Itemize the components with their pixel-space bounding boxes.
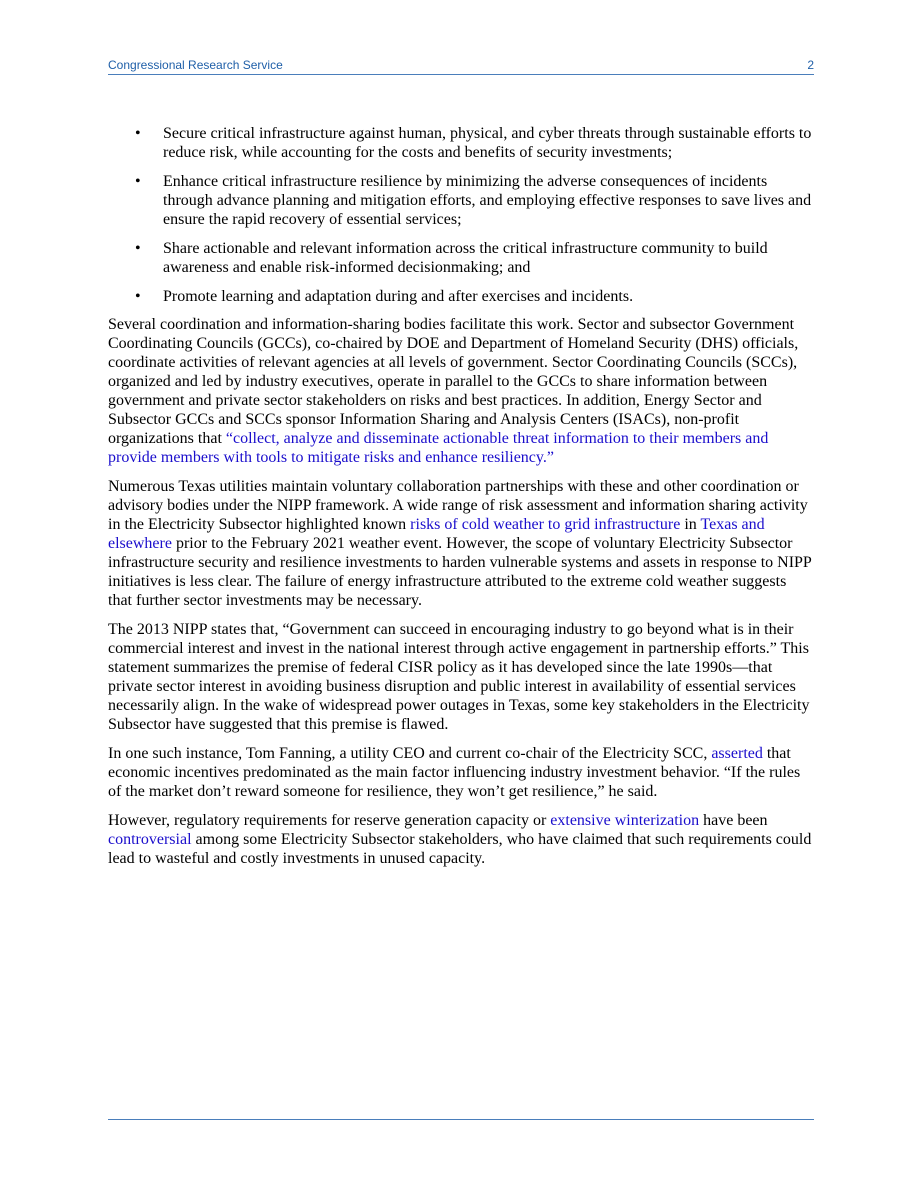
paragraph-text: prior to the February 2021 weather event. However, the scope of voluntary Electricity Subsector infrastructure security and resilience investments to harden vulnerable systems and assets in response to NIPP initiatives is less clear. The failure of energy infrastructure attributed to the extreme cold weather suggests that further sector investments may be necessary. bbox=[108, 535, 812, 609]
paragraph-nipp-2013 bbox=[108, 620, 814, 734]
bullet-text: Share actionable and relevant information across the critical infrastructure community to build awareness and enable risk-informed decisionmaking; and bbox=[163, 240, 768, 276]
page-number: 2 bbox=[807, 58, 814, 72]
bullet-item bbox=[108, 124, 814, 162]
header-divider bbox=[108, 74, 814, 75]
paragraph-text: In one such instance, Tom Fanning, a utility CEO and current co-chair of the Electricity SCC, bbox=[108, 745, 712, 762]
bullet-marker: • bbox=[135, 240, 141, 257]
asserted-link[interactable]: asserted bbox=[711, 745, 763, 762]
extensive-winterization-link[interactable]: extensive winterization bbox=[550, 812, 700, 829]
paragraph-text: Several coordination and information-sharing bodies facilitate this work. Sector and subsector Government Coordinating Councils (GCCs), co-chaired by DOE and Department of Homeland Security (DHS) officials, coordinate activities of relevant agencies at all levels of government. Sector Coordinating Councils (SCCs), organized and led by industry executives, operate in parallel to the GCCs to share information between government and private sector stakeholders on risks and best practices. In addition, Energy Sector and Subsector GCCs and SCCs sponsor Information Sharing and Analysis Centers (ISACs), non-profit organizations that bbox=[108, 316, 799, 447]
page-header bbox=[108, 58, 814, 74]
publisher-name: Congressional Research Service bbox=[108, 58, 283, 72]
footer-divider bbox=[108, 1119, 814, 1120]
controversial-link[interactable]: controversial bbox=[108, 831, 192, 848]
bullet-item bbox=[108, 287, 814, 306]
paragraph-coordination-bodies bbox=[108, 315, 814, 467]
paragraph-text: have been bbox=[699, 812, 768, 829]
bullet-marker: • bbox=[135, 173, 141, 190]
paragraph-regulatory bbox=[108, 811, 814, 868]
bullet-item bbox=[108, 172, 814, 229]
cold-weather-risks-link[interactable]: risks of cold weather to grid infrastructure bbox=[410, 516, 681, 533]
page-body bbox=[108, 124, 814, 878]
paragraph-text: among some Electricity Subsector stakeholders, who have claimed that such requirements could lead to wasteful and costly investments in unused capacity. bbox=[108, 831, 812, 867]
paragraph-text: that economic incentives predominated as the main factor influencing industry investment behavior. “If the rules of the market don’t reward someone for resilience, they won’t get resilience,” he said. bbox=[108, 745, 801, 800]
bullet-text: Enhance critical infrastructure resilience by minimizing the adverse consequences of incidents through advance planning and mitigation efforts, and employing effective responses to save lives and ensure the rapid recovery of essential services; bbox=[163, 173, 812, 228]
paragraph-text: However, regulatory requirements for reserve generation capacity or bbox=[108, 812, 551, 829]
paragraph-text: The 2013 NIPP states that, “Government can succeed in encouraging industry to go beyond what is in their commercial interest and invest in the national interest through active engagement in partnership efforts.” This statement summarizes the premise of federal CISR policy as it has developed since the late 1990s—that private sector interest in avoiding business disruption and public interest in availability of essential services necessarily align. In the wake of widespread power outages in Texas, some key stakeholders in the Electricity Subsector have suggested that this premise is flawed. bbox=[108, 621, 810, 733]
bullet-item bbox=[108, 239, 814, 277]
paragraph-text: Numerous Texas utilities maintain voluntary collaboration partnerships with these and other coordination or advisory bodies under the NIPP framework. A wide range of risk assessment and information sharing activity in the Electricity Subsector highlighted known bbox=[108, 478, 808, 533]
paragraph-text: in bbox=[680, 516, 701, 533]
bullet-text: Promote learning and adaptation during and after exercises and incidents. bbox=[163, 288, 634, 305]
isac-quote-link[interactable]: “collect, analyze and disseminate actionable threat information to their members and provide members with tools to mitigate risks and enhance resiliency.” bbox=[108, 430, 769, 466]
bullet-marker: • bbox=[135, 288, 141, 305]
bullet-text: Secure critical infrastructure against human, physical, and cyber threats through sustainable efforts to reduce risk, while accounting for the costs and benefits of security investments; bbox=[163, 125, 812, 161]
paragraph-texas-utilities bbox=[108, 477, 814, 610]
texas-elsewhere-link[interactable]: Texas and elsewhere bbox=[108, 516, 765, 552]
paragraph-fanning bbox=[108, 744, 814, 801]
bullet-marker: • bbox=[135, 125, 141, 142]
bullet-list bbox=[108, 124, 814, 306]
